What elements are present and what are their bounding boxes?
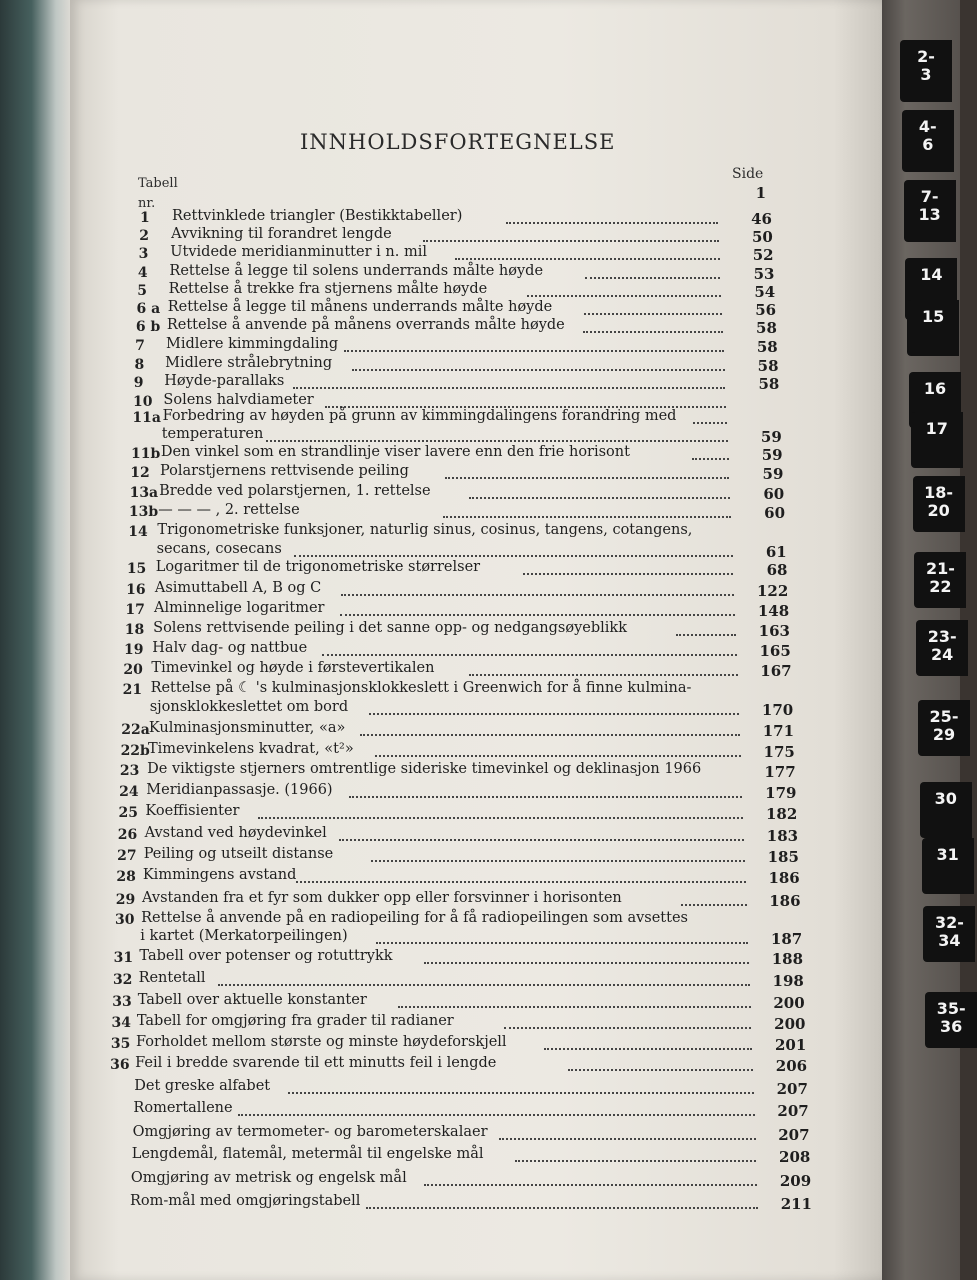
dot-leader <box>341 594 734 596</box>
entry-title: Rettelse på ☾ 's kulminasjonsklokkeslett i Greenwich for å finne kulmina- <box>150 680 692 696</box>
table-number: 35 <box>110 1036 131 1052</box>
dot-leader <box>340 614 735 616</box>
entry-title: Tabell for omgjøring fra grader til radianer <box>136 1013 454 1029</box>
dot-leader <box>544 1048 752 1050</box>
page-number: 58 <box>757 357 779 375</box>
entry-title: Kulminasjonsminutter, «a» <box>148 720 346 736</box>
dot-leader <box>568 1069 754 1071</box>
thumb-tab[interactable]: 18- 20 <box>913 476 965 532</box>
entry-title: Solens halvdiameter <box>163 392 314 408</box>
table-number: 7 <box>135 338 145 354</box>
page-number: 183 <box>766 827 799 845</box>
dot-leader <box>375 755 740 757</box>
entry-title: Rettelse å trekke fra stjernens målte høyde <box>168 281 488 297</box>
dot-leader <box>266 440 728 442</box>
dot-leader <box>296 881 745 883</box>
table-number: 6 a <box>136 301 161 317</box>
table-number: 21 <box>122 682 143 698</box>
table-number: 2 <box>139 228 150 244</box>
table-number: 18 <box>124 622 145 638</box>
table-number: 20 <box>123 662 143 678</box>
page-number: 46 <box>751 210 772 228</box>
page-number: 211 <box>780 1195 812 1213</box>
dot-leader <box>218 984 749 986</box>
dot-leader <box>506 222 718 224</box>
page-number: 53 <box>753 265 775 283</box>
thumb-tab[interactable]: 7- 13 <box>904 180 956 242</box>
entry-title: Romertallene <box>133 1100 233 1116</box>
page-number: 209 <box>779 1172 812 1190</box>
page-number: 187 <box>770 930 803 948</box>
page-number: 165 <box>759 642 791 660</box>
thumb-tab[interactable]: 31 <box>922 838 974 894</box>
entry-title: Timevinkelens kvadrat, «t²» <box>148 741 354 757</box>
entry-title: Rettelse å legge til månens underrands målte høyde <box>167 299 553 315</box>
table-number: 28 <box>116 869 136 885</box>
entry-title: Bredde ved polarstjernen, 1. rettelse <box>159 483 431 499</box>
dot-leader <box>424 962 749 964</box>
book-cover-edge <box>0 0 70 1280</box>
dot-leader <box>692 458 729 460</box>
page-number: 177 <box>764 763 796 781</box>
table-number: 13b <box>128 504 159 520</box>
table-number: 34 <box>111 1015 132 1031</box>
dot-leader <box>294 555 733 557</box>
table-number: 31 <box>113 950 134 966</box>
page-number: 167 <box>760 662 792 680</box>
thumb-tab[interactable]: 35- 36 <box>925 992 977 1048</box>
entry-title: Den vinkel som en strandlinje viser lavere enn den frie horisont <box>160 444 630 460</box>
page-number: 171 <box>762 722 795 740</box>
dot-leader <box>523 573 734 575</box>
thumb-tab[interactable]: 15 <box>907 300 959 356</box>
entry-title: Det greske alfabet <box>134 1078 271 1094</box>
dot-leader <box>238 1114 755 1116</box>
table-number: 11b <box>130 446 161 462</box>
dot-leader <box>371 860 745 862</box>
table-number: 12 <box>130 465 150 481</box>
table-number: 15 <box>126 561 147 577</box>
page-number: 60 <box>764 504 786 522</box>
table-number: 10 <box>133 394 153 410</box>
table-number: 9 <box>133 375 144 391</box>
entry-title: Rettelse å legge til solens underrands målte høyde <box>169 263 544 279</box>
page-number: 186 <box>769 892 801 910</box>
entry-title: Meridianpassasje. (1966) <box>146 782 333 798</box>
entry-title: Peiling og utseilt distanse <box>143 846 334 862</box>
entry-title: Forbedring av høyden på grunn av kimmingdalingens forandring med <box>162 408 677 424</box>
table-number: 30 <box>115 912 135 928</box>
entry-title: — — — , 2. rettelse <box>158 502 300 518</box>
dot-leader <box>676 634 736 636</box>
entry-title: Omgjøring av metrisk og engelsk mål <box>130 1170 407 1186</box>
entry-title: sjonsklokkeslettet om bord <box>149 699 349 715</box>
entry-title: Rettelse å anvende på en radiopeiling for å få radiopeilingen som avsettes <box>141 910 688 926</box>
entry-title: Utvidede meridianminutter i n. mil <box>170 244 427 260</box>
dot-leader <box>681 904 747 906</box>
page-number: 188 <box>771 950 804 968</box>
entry-title: Avvikning til forandret lengde <box>171 226 392 242</box>
table-number: 16 <box>126 582 146 598</box>
thumb-tab[interactable]: 14 <box>905 258 957 320</box>
dot-leader <box>515 1160 756 1162</box>
entry-title: Rettvinklede triangler (Bestikktabeller) <box>172 208 463 224</box>
dot-leader <box>344 350 724 352</box>
dot-leader <box>288 1092 754 1094</box>
page-number: 163 <box>758 622 790 640</box>
entry-title: Tabell over potenser og rotuttrykk <box>139 948 393 964</box>
table-number: 36 <box>110 1057 130 1073</box>
entry-title: Kimmingens avstand <box>142 867 297 883</box>
column-header-tabell: Tabell <box>138 176 178 191</box>
dot-leader <box>352 369 725 371</box>
thumb-tab[interactable]: 16 <box>909 372 961 428</box>
dot-leader <box>293 387 725 389</box>
table-number: 22a <box>121 722 150 738</box>
column-header-side: Side <box>732 166 764 182</box>
dot-leader <box>349 796 742 798</box>
page-number: 56 <box>755 301 777 319</box>
thumb-tab[interactable]: 21- 22 <box>914 552 966 608</box>
dot-leader <box>584 313 722 315</box>
table-number: 13a <box>129 485 159 501</box>
entry-title: Asimuttabell A, B og C <box>154 580 322 596</box>
page-number: 61 <box>765 543 787 561</box>
dot-leader <box>369 713 739 715</box>
entry-title: Midlere kimmingdaling <box>166 336 339 352</box>
table-number: 24 <box>119 784 139 800</box>
entry-title: Rom-mål med omgjøringstabell <box>130 1193 361 1209</box>
dot-leader <box>366 1207 758 1209</box>
thumb-tab[interactable]: 2- 3 <box>900 40 952 102</box>
entry-title: Halv dag- og nattbue <box>152 640 308 656</box>
entry-title: Avstanden fra et fyr som dukker opp eller forsvinner i horisonten <box>142 890 622 906</box>
entry-title: Forholdet mellom største og minste høydeforskjell <box>136 1034 507 1050</box>
page-number: 207 <box>778 1126 810 1144</box>
dot-leader <box>469 497 731 499</box>
dot-leader <box>445 477 730 479</box>
dot-leader <box>499 1138 755 1140</box>
entry-title: Rettelse å anvende på månens overrands målte høyde <box>166 317 565 333</box>
entry-title: Logaritmer til de trigonometriske størrelser <box>155 559 481 575</box>
entry-title: Omgjøring av termometer- og barometerskalaer <box>132 1124 488 1140</box>
first-page-number: 1 <box>755 184 766 202</box>
page-number: 58 <box>758 375 780 393</box>
table-number: 25 <box>118 805 138 821</box>
dot-leader <box>693 422 727 424</box>
table-number: 8 <box>134 357 145 373</box>
page-number: 54 <box>754 283 776 301</box>
entry-title: Timevinkel og høyde i førstevertikalen <box>151 660 435 676</box>
dot-leader <box>455 258 720 260</box>
page-number: 52 <box>752 246 774 264</box>
table-number: 3 <box>138 246 149 262</box>
table-number: 14 <box>128 524 148 540</box>
table-number: 27 <box>117 848 137 864</box>
thumb-tab[interactable]: 30 <box>920 782 972 838</box>
table-number: 19 <box>124 642 144 658</box>
entry-title: Avstand ved høydevinkel <box>144 825 327 841</box>
entry-title: secans, cosecans <box>156 541 282 557</box>
entry-title: Trigonometriske funksjoner, naturlig sinus, cosinus, tangens, cotangens, <box>157 522 693 538</box>
page-number: 208 <box>779 1148 811 1166</box>
page-number: 50 <box>751 228 773 246</box>
entry-title: Solens rettvisende peiling i det sanne opp- og nedgangsøyeblikk <box>153 620 627 636</box>
page-number: 59 <box>761 446 783 464</box>
thumb-tab[interactable]: 23- 24 <box>916 620 968 676</box>
page-number: 148 <box>757 602 790 620</box>
table-number: 6 b <box>135 319 161 335</box>
entry-title: Feil i bredde svarende til ett minutts feil i lengde <box>135 1055 497 1071</box>
thumb-tab[interactable]: 32- 34 <box>923 906 975 962</box>
thumb-tab[interactable]: 25- 29 <box>918 700 970 756</box>
page-number: 59 <box>762 465 784 483</box>
thumb-tab[interactable]: 4- 6 <box>902 110 954 172</box>
table-number: 26 <box>117 827 138 843</box>
entry-title: Polarstjernens rettvisende peiling <box>160 463 409 479</box>
entry-title: Høyde-parallaks <box>164 373 285 389</box>
page-number: 58 <box>756 319 777 337</box>
dot-leader <box>443 516 731 518</box>
page-number: 200 <box>773 994 805 1012</box>
entry-title: i kartet (Merkatorpeilingen) <box>140 928 348 944</box>
page-number: 201 <box>774 1036 807 1054</box>
page-number: 186 <box>768 869 800 887</box>
table-number: 17 <box>125 602 145 618</box>
page-number: 122 <box>757 582 789 600</box>
entry-title: Tabell over aktuelle konstanter <box>137 992 367 1008</box>
dot-leader <box>424 1184 757 1186</box>
page-number: 170 <box>761 701 794 719</box>
dot-leader <box>398 1006 751 1008</box>
entry-title: Rentetall <box>138 970 206 986</box>
table-number: 1 <box>140 210 150 226</box>
entry-title: Koeffisienter <box>145 803 240 819</box>
page-number: 58 <box>756 338 778 356</box>
page-number: 68 <box>766 561 788 579</box>
table-number: 22b <box>120 743 150 759</box>
table-number: 11a <box>132 410 161 426</box>
page-number: 59 <box>760 428 782 446</box>
dot-leader <box>423 240 719 242</box>
entry-title: Midlere strålebrytning <box>165 355 333 371</box>
page-number: 60 <box>763 485 785 503</box>
page-number: 175 <box>763 743 795 761</box>
page-number: 207 <box>776 1080 808 1098</box>
page-number: 198 <box>772 972 804 990</box>
table-number: 33 <box>112 994 132 1010</box>
table-number: 29 <box>115 892 136 908</box>
dot-leader <box>583 331 723 333</box>
column-header-nr: nr. <box>138 196 156 211</box>
dot-leader <box>585 277 720 279</box>
page-title: INNHOLDSFORTEGNELSE <box>300 130 616 154</box>
page-number: 207 <box>777 1102 809 1120</box>
dot-leader <box>469 674 738 676</box>
page-number: 185 <box>767 848 799 866</box>
page-number: 179 <box>765 784 797 802</box>
page-number: 182 <box>765 805 798 823</box>
dot-leader <box>360 734 740 736</box>
table-number: 32 <box>112 972 133 988</box>
table-number: 5 <box>137 283 147 299</box>
page-number: 200 <box>774 1015 806 1033</box>
entry-title: Lengdemål, flatemål, metermål til engelske mål <box>131 1146 484 1162</box>
thumb-tab[interactable]: 17 <box>911 412 963 468</box>
page-number: 206 <box>775 1057 808 1075</box>
entry-title: De viktigste stjerners omtrentlige sideriske timevinkel og deklinasjon 1966 <box>147 761 702 777</box>
entry-title: Alminnelige logaritmer <box>154 600 325 616</box>
dot-leader <box>258 817 743 819</box>
table-number: 23 <box>119 763 140 779</box>
dot-leader <box>527 295 721 297</box>
dot-leader <box>376 942 748 944</box>
table-number: 4 <box>137 265 148 281</box>
dot-leader <box>339 839 744 841</box>
entry-title: temperaturen <box>161 426 264 442</box>
dot-leader <box>504 1027 752 1029</box>
dot-leader <box>322 654 736 656</box>
